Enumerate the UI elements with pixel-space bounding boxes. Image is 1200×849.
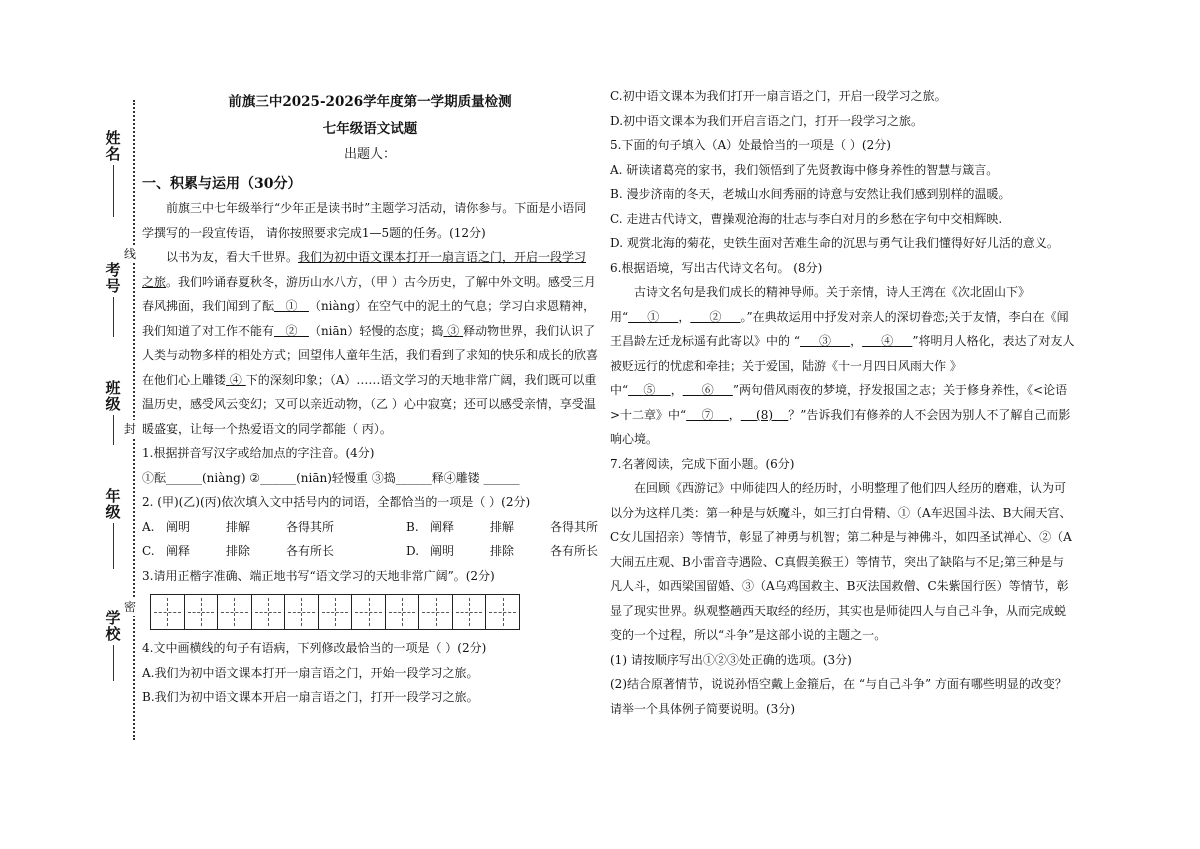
exam-author: 出题人： <box>343 147 396 162</box>
question-7-text: 在回顾《西游记》中师徒四人的经历时，小明整理了他们四人经历的磨难，认为可以分为这样几类：第一种是与妖魔斗，如三打白骨精、①（A车迟国斗法、B大闹天宫、C女儿国招亲）等情节，彰显了神勇与机智；第二种是与神佛斗，如四圣试禅心、②（A大闹五庄观、B小雷音寺遇险、C真假美猴王）等情节，突出了缺陷与不足;第三种是与凡人斗，如西梁国留婚、③（A乌鸡国救主、B灭法国救僧、C朱紫国行医）等情节，彰显了现实世界。纵观整趟西天取经的经历，其实也是师徒四人与自己斗争，从而完成蜕变的一个过程，所以“斗争”是这部小说的主题之一。 <box>610 481 1072 642</box>
name-label: 姓名 <box>103 130 122 162</box>
name-blank[interactable] <box>113 165 114 217</box>
grid-box[interactable] <box>151 595 185 629</box>
grid-box[interactable] <box>218 595 252 629</box>
school-label: 学校 <box>103 610 122 642</box>
question-2-options-row-2: C. 阐释 排除 各有所长 D. 阐明 排除 各有所长 <box>142 544 599 558</box>
reading-passage: 以书为友，看大千世界。我们为初中语文课本打开一扇言语之门，开启一段学习之旅。我们吟诵春夏秋冬，游历山水八方，（甲 ）古今历史，了解中外文明。感受三月春风拂面，我们闻到了酝 ① （niàng）在空气中的泥土的气息；学习白求恩精神，我们知道了对工作不能有 ② （niān）轻慢的态度；捣 ③ 释动物世界，我们认识了人类与动物多样的相处方式；回望伟人童年生活，我们看到了求知的快乐和成长的欣喜在他们心上雕镂 ④ 下的深刻印象；（A）……语文学习的天地非常广阔，我们既可以重温历史，感受风云变幻；又可以亲近动物，（乙 ）心中寂寞；还可以感受亲情，享受温暖盛宴，让每一个热爱语文的同学都能（ 丙）。 <box>142 250 599 436</box>
poem-blank-1[interactable]: ① <box>647 309 660 324</box>
question-4-option-a: A.我们为初中语文课本打开一扇言语之门，开始一段学习之旅。 <box>142 665 479 680</box>
grid-box[interactable] <box>185 595 219 629</box>
grid-box[interactable] <box>319 595 353 629</box>
question-4-option-b: B.我们为初中语文课本开启一扇言语之门，打开一段学习之旅。 <box>142 690 479 704</box>
grid-box[interactable] <box>352 595 386 629</box>
grade-label: 年级 <box>103 488 122 520</box>
right-column <box>610 84 1076 721</box>
question-6-text: 古诗文名句是我们成长的精神导师。关于亲情，诗人王湾在《次北固山下》用“ ① ， ② 。”在典故运用中抒发对亲人的深切眷恋;关于友情，李白在《闻王昌龄左迁龙标遥有此寄以》中的 “ ③ ， ④ ”将明月人格化，表达了对友人被贬远行的忧虑和牵挂；关于爱国，陆游《十一月四日风雨大作 》中“ ⑤ ， ⑥ ”两句借风雨夜的梦境，抒发报国之志；关于修身养性，《<论语>十二章》中“ ⑦ ， (8) ？”告诉我们有修养的人不会因为别人不了解自己而影响心境。 <box>610 285 1075 446</box>
blank-4[interactable]: ④ <box>229 372 242 387</box>
school-field <box>96 610 130 681</box>
exam-title: 前旗三中2025-2026学年度第一学期质量检测 <box>228 94 512 110</box>
question-5-option-c: C. 走进古代诗文，曹操观沧海的壮志与李白对月的乡愁在字句中交相辉映. <box>610 211 1003 226</box>
exam-number-label: 考号 <box>103 262 122 294</box>
poem-blank-8[interactable]: (8) <box>756 407 774 422</box>
question-1-blanks[interactable]: ①酝______(niàng) ②______(niān)轻慢重 ③捣______释④雕镂 ______ <box>142 470 520 485</box>
seal-char-seal: 封 <box>124 422 137 436</box>
blank-2[interactable]: ② <box>285 323 298 338</box>
exam-number-blank[interactable] <box>113 297 114 337</box>
class-field <box>96 380 130 445</box>
exam-subtitle: 七年级语文试题 <box>322 120 418 137</box>
blank-1[interactable]: ① <box>285 299 298 313</box>
poem-blank-3[interactable]: ③ <box>819 334 832 348</box>
grid-box[interactable] <box>285 595 319 629</box>
grid-box[interactable] <box>453 595 487 629</box>
class-blank[interactable] <box>113 415 114 445</box>
question-2-stem: 2. (甲)(乙)(丙)依次填入文中括号内的词语，全都恰当的一项是（ ）(2分) <box>142 495 531 509</box>
grade-field <box>96 488 130 569</box>
grid-box[interactable] <box>419 595 453 629</box>
grid-box[interactable] <box>386 595 420 629</box>
exam-number-field <box>96 262 130 337</box>
grid-box[interactable] <box>252 595 286 629</box>
question-5-option-d: D. 观赏北海的菊花，史铁生面对苦难生命的沉思与勇气让我们懂得好好儿活的意义。 <box>610 236 1059 250</box>
question-1-stem: 1.根据拼音写汉字或给加点的字注音。(4分) <box>142 446 375 460</box>
calligraphy-grid[interactable] <box>150 594 520 630</box>
question-7-sub-1: (1) 请按顺序写出①②③处正确的选项。(3分) <box>610 652 852 667</box>
poem-blank-6[interactable]: ⑥ <box>701 383 714 397</box>
intro-text: 前旗三中七年级举行“少年正是读书时”主题学习活动，请你参与。下面是小语同学撰写的一段宣传语， 请你按照要求完成1—5题的任务。(12分) <box>142 201 587 240</box>
section-heading: 一、积累与运用（30分） <box>142 175 302 192</box>
underlined-sentence: 我们为初中语文课本打开一扇言语之门，开启一段学习之旅 <box>142 250 587 289</box>
poem-blank-5[interactable]: ⑤ <box>643 383 656 397</box>
seal-char-secret: 密 <box>124 600 137 614</box>
name-field <box>96 130 130 217</box>
left-column <box>142 84 598 710</box>
question-5-option-b: B. 漫步济南的冬天，老城山水间秀丽的诗意与安然让我们感到别样的温暖。 <box>610 187 1011 201</box>
school-blank[interactable] <box>113 645 114 681</box>
question-4-option-d: D.初中语文课本为我们开启言语之门，打开一段学习之旅。 <box>610 113 924 128</box>
blank-3[interactable]: ③ <box>447 323 460 338</box>
grid-box[interactable] <box>486 595 519 629</box>
poem-blank-4[interactable]: ④ <box>881 334 894 348</box>
seal-char-line: 线 <box>124 247 137 261</box>
question-2-options-row-1: A. 阐明 排解 各得其所 B. 阐释 排解 各得其所 <box>142 519 599 534</box>
question-6-stem: 6.根据语境，写出古代诗文名句。 (8分) <box>610 260 823 275</box>
question-5-option-a: A. 研读诸葛亮的家书，我们领悟到了先贤教诲中修身养性的智慧与箴言。 <box>610 162 999 177</box>
question-4-option-c: C.初中语文课本为我们打开一扇言语之门，开启一段学习之旅。 <box>610 89 947 103</box>
question-5-stem: 5.下面的句子填入（A）处最恰当的一项是（ ）(2分) <box>610 138 891 152</box>
grade-blank[interactable] <box>113 523 114 569</box>
question-3-stem: 3.请用正楷字准确、端正地书写“语文学习的天地非常广阔”。(2分) <box>142 568 495 583</box>
question-7-stem: 7.名著阅读，完成下面小题。(6分) <box>610 456 795 471</box>
question-7-sub-2: (2)结合原著情节，说说孙悟空戴上金箍后，在 “与自己斗争” 方面有哪些明显的改变？请举一个具体例子简要说明。(3分) <box>610 677 1067 716</box>
class-label: 班级 <box>103 380 122 412</box>
poem-blank-7[interactable]: ⑦ <box>701 407 714 422</box>
poem-blank-2[interactable]: ② <box>709 309 722 324</box>
question-4-stem: 4.文中画横线的句子有语病，下列修改最恰当的一项是（ ）(2分) <box>142 641 487 655</box>
